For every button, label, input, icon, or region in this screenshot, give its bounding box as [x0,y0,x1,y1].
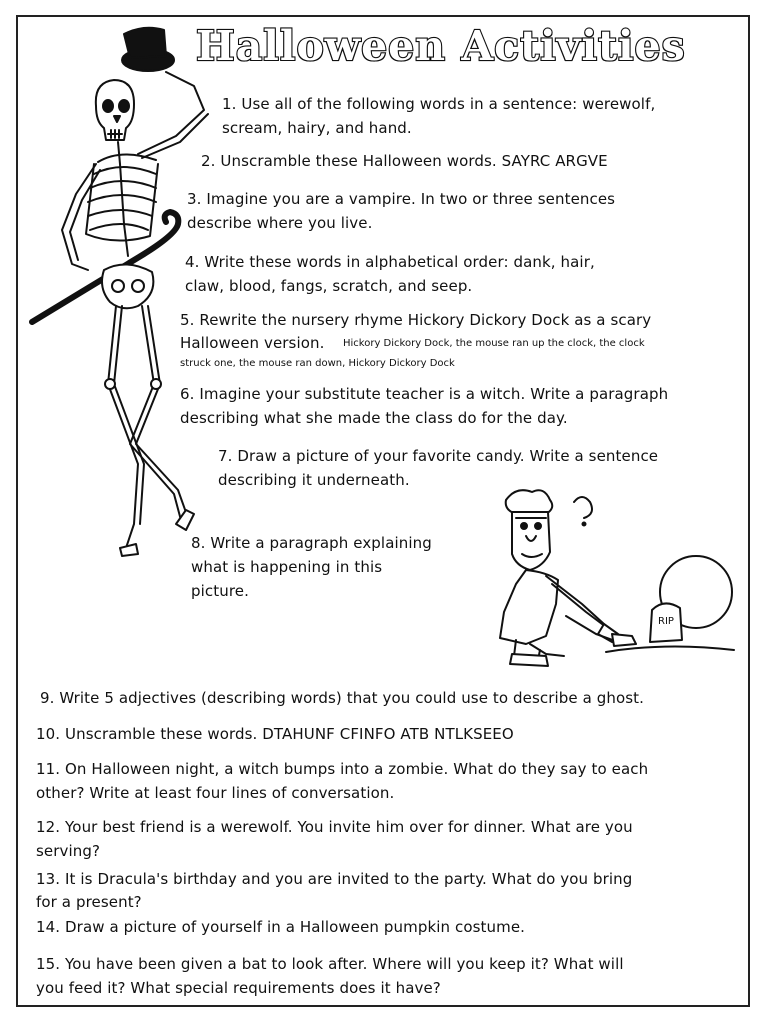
tombstone-label: RIP [658,616,674,627]
activity-6-line-2: describing what she made the class do for the day. [180,409,568,427]
activity-10-line-1: 10. Unscramble these words. DTAHUNF CFINFO ATB NTLKSEEO [36,725,514,743]
activity-5-line-2: Halloween version. [180,334,325,352]
activity-15-line-2: you feed it? What special requirements does it have? [36,979,441,997]
activity-13-line-2: for a present? [36,893,142,911]
activity-2-line-1: 2. Unscramble these Halloween words. SAYRC ARGVE [201,152,608,170]
activity-7-line-2: describing it underneath. [218,471,410,489]
activity-13-line-1: 13. It is Dracula's birthday and you are invited to the party. What do you bring [36,870,633,888]
activity-8-line-2: what is happening in this [191,558,383,576]
activity-4-line-1: 4. Write these words in alphabetical order: dank, hair, [185,253,595,271]
activity-11-line-1: 11. On Halloween night, a witch bumps into a zombie. What do they say to each [36,760,649,778]
activity-5-rhyme-line-2: struck one, the mouse ran down, Hickory Dickory Dock [180,358,455,369]
activity-12-line-1: 12. Your best friend is a werewolf. You invite him over for dinner. What are you [36,818,633,836]
activity-1-line-2: scream, hairy, and hand. [222,119,412,137]
activity-12-line-2: serving? [36,842,101,860]
activity-3-line-2: describe where you live. [187,214,373,232]
activity-7-line-1: 7. Draw a picture of your favorite candy. Write a sentence [218,447,659,465]
activity-5-line-1: 5. Rewrite the nursery rhyme Hickory Dickory Dock as a scary [180,311,652,329]
monster-graveyard-illustration [486,484,740,668]
page-title: Halloween Activities [196,22,686,70]
activity-11-line-2: other? Write at least four lines of conversation. [36,784,395,802]
activity-8-line-3: picture. [191,582,249,600]
activity-8-line-1: 8. Write a paragraph explaining [191,534,432,552]
activity-1-line-1: 1. Use all of the following words in a sentence: werewolf, [222,95,656,113]
activity-15-line-1: 15. You have been given a bat to look after. Where will you keep it? What will [36,955,624,973]
activity-4-line-2: claw, blood, fangs, scratch, and seep. [185,277,473,295]
activity-14-line-1: 14. Draw a picture of yourself in a Halloween pumpkin costume. [36,918,526,936]
activity-6-line-1: 6. Imagine your substitute teacher is a witch. Write a paragraph [180,385,669,403]
activity-9-line-1: 9. Write 5 adjectives (describing words) that you could use to describe a ghost. [40,689,645,707]
activity-5-rhyme-line-1: Hickory Dickory Dock, the mouse ran up the clock, the clock [343,338,645,349]
activity-3-line-1: 3. Imagine you are a vampire. In two or three sentences [187,190,616,208]
